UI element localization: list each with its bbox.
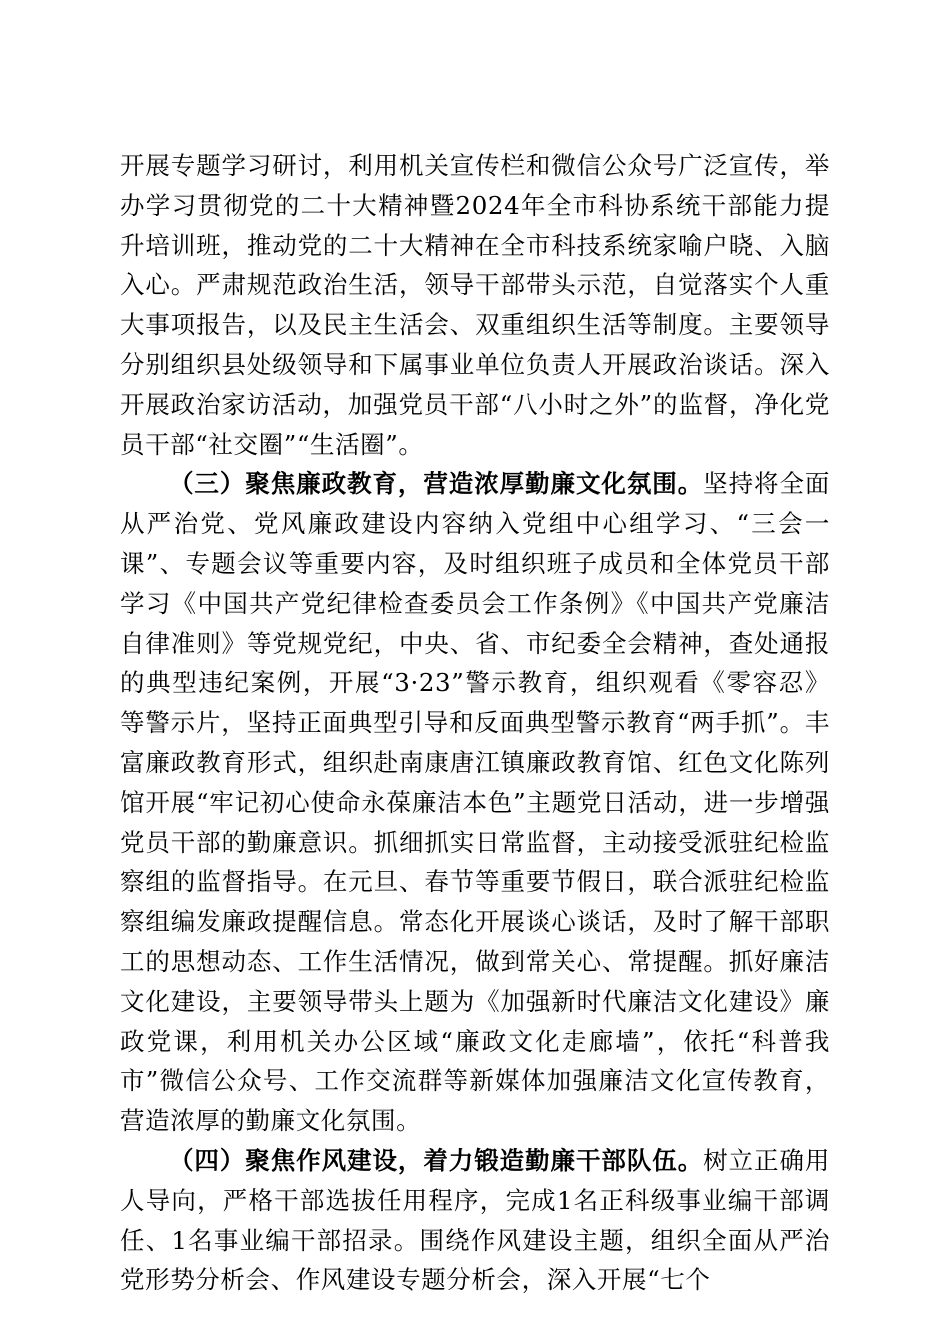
section-heading: （四）聚焦作风建设，着力锻造勤廉干部队伍。: [169, 1145, 704, 1175]
paragraph-body: 坚持将全面从严治党、党风廉政建设内容纳入党组中心组学习、“三会一课”、专题会议等重要内容，及时组织班子成员和全体党员干部学习《中国共产党纪律检查委员会工作条例》《中国共产党廉洁自律准则》等党规党纪，中央、省、市纪委全会精神，查处通报的典型违纪案例，开展“3·23”警示教育，组织观看《零容忍》等警示片，坚持正面典型引导和反面典型警示教育“两手抓”。丰富廉政教育形式，组织赴南康唐江镇廉政教育馆、红色文化陈列馆开展“牢记初心使命永葆廉洁本色”主题党日活动，进一步增强党员干部的勤廉意识。抓细抓实日常监督，主动接受派驻纪检监察组的监督指导。在元旦、春节等重要节假日，联合派驻纪检监察组编发廉政提醒信息。常态化开展谈心谈话，及时了解干部职工的思想动态、工作生活情况，做到常关心、常提醒。抓好廉洁文化建设，主要领导带头上题为《加强新时代廉洁文化建设》廉政党课，利用机关办公区域“廉政文化走廊墙”，依托“科普我市”微信公众号、工作交流群等新媒体加强廉洁文化宣传教育，营造浓厚的勤廉文化氛围。: [120, 469, 830, 1136]
paragraph-section-3: [120, 464, 830, 1141]
section-heading: （三）聚焦廉政教育，营造浓厚勤廉文化氛围。: [169, 469, 704, 499]
paragraph-section-4: [120, 1141, 830, 1300]
paragraph-continuation: [120, 146, 830, 464]
document-page: [120, 146, 830, 1300]
paragraph-body: 树立正确用人导向，严格干部选拔任用程序，完成1名正科级事业编干部调任、1名事业编干部招录。围绕作风建设主题，组织全面从严治党形势分析会、作风建设专题分析会，深入开展“七个: [120, 1145, 830, 1295]
paragraph-body: 开展专题学习研讨，利用机关宣传栏和微信公众号广泛宣传，举办学习贯彻党的二十大精神暨2024年全市科协系统干部能力提升培训班，推动党的二十大精神在全市科技系统家喻户晓、入脑入心。严肃规范政治生活，领导干部带头示范，自觉落实个人重大事项报告，以及民主生活会、双重组织生活等制度。主要领导分别组织县处级领导和下属事业单位负责人开展政治谈话。深入开展政治家访活动，加强党员干部“八小时之外”的监督，净化党员干部“社交圈”“生活圈”。: [120, 151, 830, 459]
